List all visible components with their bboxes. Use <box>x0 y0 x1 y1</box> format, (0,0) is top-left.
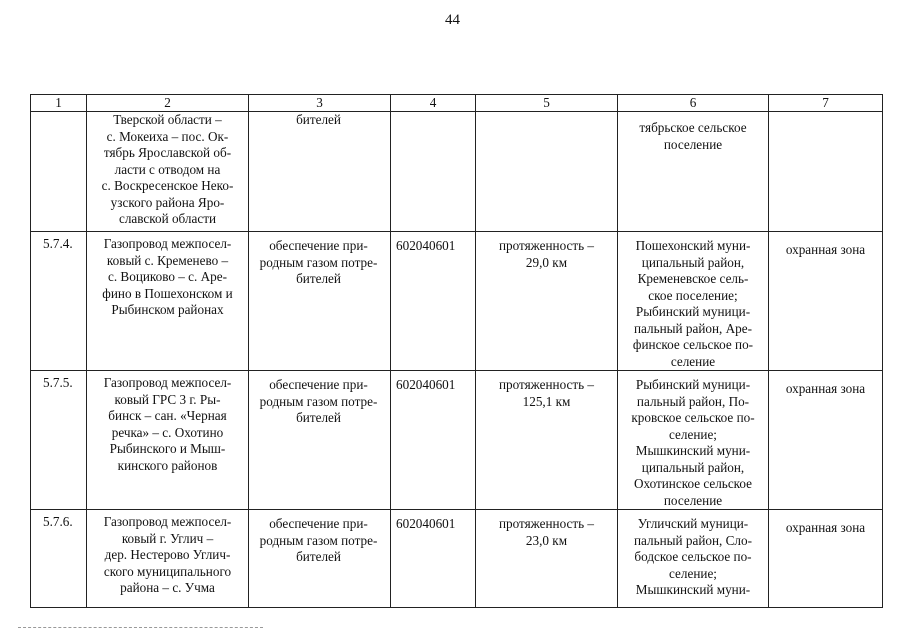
column-header: 7 <box>769 95 883 112</box>
row-number-cell: 5.7.6. <box>31 510 87 608</box>
code-cell: 602040601 <box>391 232 476 371</box>
code-cell: 602040601 <box>391 371 476 510</box>
measure-cell <box>476 112 618 232</box>
column-number-row <box>31 95 883 112</box>
gas-pipeline-table <box>30 94 883 608</box>
table-row <box>31 112 883 232</box>
zone-cell: охранная зона <box>769 510 883 608</box>
table-row <box>31 510 883 608</box>
zone-cell: охранная зона <box>769 371 883 510</box>
column-header: 2 <box>87 95 249 112</box>
purpose-cell: обеспечение при- родным газом потре- бителей <box>249 371 391 510</box>
column-header: 3 <box>249 95 391 112</box>
object-name-cell: Газопровод межпосел- ковый с. Кременево – с. Воциково – с. Аре- фино в Пошехонском и Рыбинском районах <box>87 232 249 371</box>
column-header: 6 <box>618 95 769 112</box>
measure-cell: протяженность – 23,0 км <box>476 510 618 608</box>
column-header: 1 <box>31 95 87 112</box>
zone-cell: охранная зона <box>769 232 883 371</box>
page-number: 44 <box>445 12 460 28</box>
table-row <box>31 232 883 371</box>
row-number-cell: 5.7.4. <box>31 232 87 371</box>
scan-artifact-line <box>18 627 263 629</box>
column-header: 4 <box>391 95 476 112</box>
location-cell: Угличский муници- пальный район, Сло- бодское сельское по- селение; Мышкинский муни- <box>618 510 769 608</box>
object-name-cell: Тверской области – с. Мокеиха – пос. Ок- тябрь Ярославской об- ласти с отводом на с. Воскресенское Неко- узского района Яро- славской области <box>87 112 249 232</box>
purpose-cell: бителей <box>249 112 391 232</box>
code-cell <box>391 112 476 232</box>
code-cell: 602040601 <box>391 510 476 608</box>
column-header: 5 <box>476 95 618 112</box>
table-row <box>31 371 883 510</box>
purpose-cell: обеспечение при- родным газом потре- бителей <box>249 232 391 371</box>
zone-cell <box>769 112 883 232</box>
location-cell: Пошехонский муни- ципальный район, Кременевское сель- ское поселение; Рыбинский муници- пальный район, Аре- финское сельское по- селение <box>618 232 769 371</box>
object-name-cell: Газопровод межпосел- ковый г. Углич – дер. Нестерово Углич- ского муниципального района – с. Учма <box>87 510 249 608</box>
purpose-cell: обеспечение при- родным газом потре- бителей <box>249 510 391 608</box>
measure-cell: протяженность – 29,0 км <box>476 232 618 371</box>
row-number-cell: 5.7.5. <box>31 371 87 510</box>
object-name-cell: Газопровод межпосел- ковый ГРС 3 г. Ры- бинск – сан. «Черная речка» – с. Охотино Рыбинского и Мыш- кинского районов <box>87 371 249 510</box>
measure-cell: протяженность – 125,1 км <box>476 371 618 510</box>
location-cell: Рыбинский муници- пальный район, По- кровское сельское по- селение; Мышкинский муни- ципальный район, Охотинское сельское поселение <box>618 371 769 510</box>
location-cell: тябрьское сельское поселение <box>618 112 769 232</box>
row-number-cell <box>31 112 87 232</box>
